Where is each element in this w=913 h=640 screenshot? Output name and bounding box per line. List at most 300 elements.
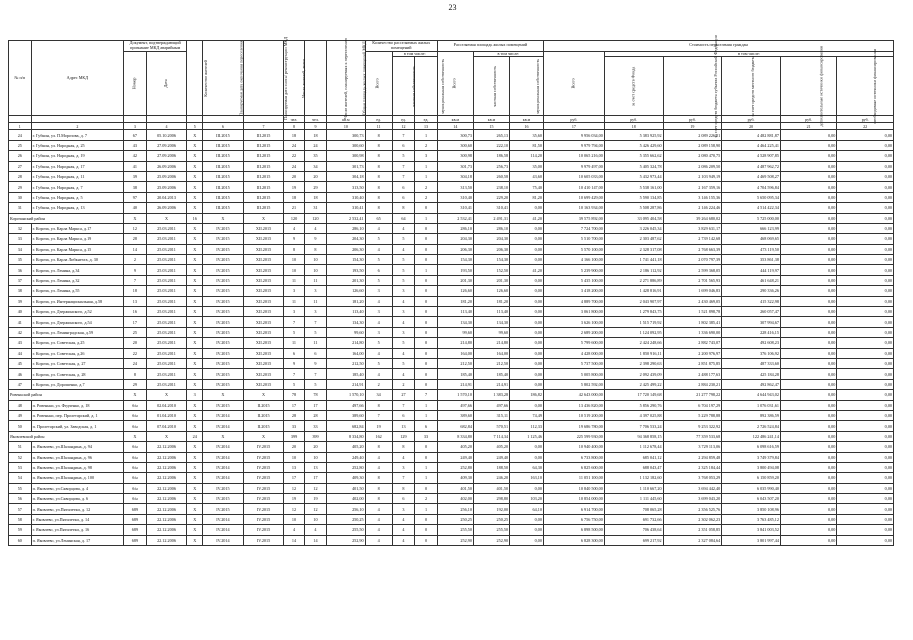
table-cell: 229,20 <box>473 192 509 202</box>
table-cell: 473 119,50 <box>722 244 781 254</box>
table-cell: XII.2015 <box>243 338 284 348</box>
table-cell: 7 <box>392 161 415 171</box>
table-cell: 22.12.2006 <box>146 473 187 483</box>
table-cell: 134,30 <box>327 317 365 327</box>
table-cell: 4 704 596,84 <box>722 182 781 192</box>
table-cell: 33 <box>284 421 304 431</box>
table-cell: Х <box>187 182 203 192</box>
table-cell: 64,10 <box>510 504 544 514</box>
table-cell: 20.04.2013 <box>146 192 187 202</box>
table-cell: IV.2015 <box>203 400 244 410</box>
table-row <box>9 255 894 265</box>
table-cell: 4 <box>365 514 392 524</box>
table-cell: 4 <box>304 525 327 535</box>
table-cell: 6 <box>392 494 415 504</box>
table-cell: 699 217,92 <box>604 535 663 545</box>
table-cell: 164,00 <box>327 348 365 358</box>
table-cell: 201,30 <box>473 275 509 285</box>
subtotal-cell: 0,00 <box>780 390 836 400</box>
table-cell: 0,00 <box>780 452 836 462</box>
table-cell: 468 069,65 <box>722 234 781 244</box>
table-cell: 0,00 <box>837 255 894 265</box>
table-cell: 0 <box>415 369 438 379</box>
table-cell: 304,18 <box>327 171 365 181</box>
table-cell: б/н <box>124 494 147 504</box>
table-cell: 25.03.2011 <box>146 307 187 317</box>
table-cell: 0,00 <box>837 379 894 389</box>
table-cell: 8 <box>365 140 392 150</box>
table-cell: 389,60 <box>437 410 473 420</box>
table-cell: III.2015 <box>243 171 284 181</box>
table-cell: 1 112 678,44 <box>604 442 663 452</box>
header-count-municipal: муниципальная собственность <box>415 57 438 116</box>
table-cell: 1 <box>415 265 438 275</box>
table-cell: 0,00 <box>780 255 836 265</box>
table-cell: III.2015 <box>203 171 244 181</box>
table-cell: 0,00 <box>510 244 544 254</box>
table-cell: 401,50 <box>327 483 365 493</box>
table-cell: 256,10 <box>437 504 473 514</box>
subtotal-cell: 120 <box>304 213 327 223</box>
table-cell: 188,50 <box>473 462 509 472</box>
table-cell: 38 <box>9 286 32 296</box>
address-cell: г. Губкин, ул. Народная, д. 7 <box>31 182 124 192</box>
table-cell: 252,80 <box>437 462 473 472</box>
table-cell: 10 <box>284 452 304 462</box>
table-cell: 4 514 422,34 <box>722 203 781 213</box>
table-cell: XII.2015 <box>243 265 284 275</box>
table-cell: 249,40 <box>437 452 473 462</box>
table-cell: 3 146 155,36 <box>663 192 722 202</box>
table-cell: 685 041,12 <box>604 452 663 462</box>
table-cell: 9 <box>284 234 304 244</box>
table-cell: 0,00 <box>510 327 544 337</box>
table-cell: XII.2015 <box>243 223 284 233</box>
table-cell: 0,00 <box>780 462 836 472</box>
table-cell: IV.2015 <box>243 494 284 504</box>
address-cell: г. Короча, ул. Интернациональная, д.58 <box>31 296 124 306</box>
table-cell: 5 <box>365 234 392 244</box>
table-cell: Х <box>187 348 203 358</box>
header-address: Адрес МКД <box>31 41 124 116</box>
subtotal-cell: 94 368 858,15 <box>604 431 663 441</box>
table-cell: 38 <box>124 182 147 192</box>
table-cell: 10 <box>304 255 327 265</box>
table-cell: 0,00 <box>510 525 544 535</box>
header-count-incl: в том числе: <box>392 51 437 57</box>
table-cell: 8 <box>365 442 392 452</box>
table-cell: 42 <box>9 327 32 337</box>
header-planned-resettle: Число жителей, планируемых к переселению <box>304 41 327 116</box>
table-cell: 2 488 177,63 <box>663 369 722 379</box>
table-cell: 1 <box>415 171 438 181</box>
table-cell: 3 <box>392 327 415 337</box>
address-cell: п. Пролетарский, ул. Заводская, д. 1 <box>31 421 124 431</box>
table-cell: 25.09.2006 <box>146 171 187 181</box>
table-cell: 17 <box>284 400 304 410</box>
table-cell: 28 <box>284 410 304 420</box>
table-cell: 313,50 <box>437 182 473 192</box>
table-cell: 7 <box>392 171 415 181</box>
table-cell: 3 <box>392 307 415 317</box>
table-cell: 9 <box>304 234 327 244</box>
table-cell: 29 <box>124 379 147 389</box>
subtotal-cell: 1 383,28 <box>473 390 509 400</box>
table-cell: III.2015 <box>203 203 244 213</box>
address-cell: г. Губкин, ул. Народная, д. 17 <box>31 161 124 171</box>
table-cell: 0,00 <box>780 296 836 306</box>
address-cell: г. Короча, ул. Ленинградская, д.59 <box>31 327 124 337</box>
table-cell: 6 <box>392 140 415 150</box>
table-cell: 103,20 <box>510 494 544 504</box>
table-cell: 29 <box>304 182 327 192</box>
table-cell: 4 166 100,00 <box>543 255 604 265</box>
table-cell: 3 <box>284 286 304 296</box>
table-cell: 300,60 <box>437 140 473 150</box>
table-cell: 12 <box>304 504 327 514</box>
table-cell: 5 <box>365 358 392 368</box>
subtotal-cell: 39 264 680,02 <box>663 213 722 223</box>
table-cell: 497,66 <box>327 400 365 410</box>
column-number-cell: 8 <box>284 123 304 130</box>
subtotal-cell: 24 <box>187 431 203 441</box>
table-cell: 1 111 445,60 <box>604 494 663 504</box>
table-cell: 300,98 <box>437 151 473 161</box>
table-cell: Х <box>187 161 203 171</box>
column-number-cell: 2 <box>31 123 124 130</box>
table-cell: 246,20 <box>473 473 509 483</box>
table-cell: 5 <box>392 358 415 368</box>
table-cell: 181,20 <box>327 296 365 306</box>
address-cell: г. Короча, ул. Дзержинского, д.52 <box>31 307 124 317</box>
table-cell: 0,00 <box>780 483 836 493</box>
subtotal-cell: 77 359 533,68 <box>663 431 722 441</box>
table-row <box>9 525 894 535</box>
table-cell: 0,00 <box>510 483 544 493</box>
table-cell: 0,00 <box>780 514 836 524</box>
table-cell: Х <box>187 327 203 337</box>
table-cell: 206,30 <box>327 244 365 254</box>
table-cell: 154,30 <box>437 255 473 265</box>
table-cell: 35,00 <box>510 161 544 171</box>
table-body <box>9 130 894 546</box>
subtotal-cell: 21 277 798,22 <box>663 390 722 400</box>
table-cell: 19 <box>365 421 392 431</box>
table-cell: 1 521 898,78 <box>663 307 722 317</box>
table-cell: 570,51 <box>473 421 509 431</box>
table-cell: 0,00 <box>837 400 894 410</box>
table-cell: 8 <box>365 483 392 493</box>
table-cell: 2 086 209,50 <box>663 161 722 171</box>
header-planned-demolition: Планируемая дата сноса/ реконструкции МКД <box>243 41 284 116</box>
header-cost-subject: за счет средств бюджета субъекта Российской Федерации <box>663 57 722 116</box>
table-cell: 54 <box>9 473 32 483</box>
table-cell: 0,00 <box>780 192 836 202</box>
header-cost-incl: в том числе: <box>604 51 893 57</box>
table-cell: 2 <box>124 255 147 265</box>
table-cell: 51 <box>9 442 32 452</box>
table-cell: 212,50 <box>437 358 473 368</box>
table-cell: 0 <box>415 275 438 285</box>
table-cell: 97 <box>124 192 147 202</box>
table-cell: 307 994,67 <box>722 317 781 327</box>
table-cell: 3 626 100,00 <box>543 317 604 327</box>
column-number-cell: 12 <box>392 123 415 130</box>
table-cell: 3 801 997,44 <box>722 535 781 545</box>
table-cell: 0,00 <box>837 234 894 244</box>
subtotal-cell: 122 486 241,14 <box>722 431 781 441</box>
table-cell: 0,00 <box>837 535 894 545</box>
table-cell: 2 398 290,63 <box>604 358 663 368</box>
subtotal-cell: 1 570,10 <box>437 390 473 400</box>
table-cell: 6 914 700,00 <box>543 504 604 514</box>
header-doc-number: Номер <box>124 51 147 116</box>
table-cell: 25.03.2011 <box>146 348 187 358</box>
table-cell: 286,10 <box>327 223 365 233</box>
table-cell: 252,90 <box>473 535 509 545</box>
table-cell: 37 <box>9 275 32 285</box>
header-cost-total: Всего <box>543 51 604 116</box>
table-cell: 0,00 <box>510 369 544 379</box>
table-row <box>9 307 894 317</box>
table-cell: 0,00 <box>510 514 544 524</box>
table-cell: 11 051 100,00 <box>543 473 604 483</box>
table-cell: 0,00 <box>837 296 894 306</box>
table-cell: 5 383 925,92 <box>604 130 663 140</box>
table-cell: 0,00 <box>780 130 836 140</box>
table-cell: 2 882 743,07 <box>663 338 722 348</box>
subtotal-cell: 0,00 <box>780 431 836 441</box>
table-cell: 0,00 <box>837 265 894 275</box>
table-cell: 9 <box>304 358 327 368</box>
table-cell: 8 <box>365 151 392 161</box>
table-cell: III.2015 <box>203 140 244 150</box>
table-cell: 0,00 <box>780 410 836 420</box>
table-cell: 1 850 916,11 <box>604 348 663 358</box>
table-cell: 13 <box>284 462 304 472</box>
table-cell: 35 <box>9 255 32 265</box>
table-cell: Х <box>187 452 203 462</box>
table-cell: 2 425 499,22 <box>604 379 663 389</box>
table-cell: 255,50 <box>437 525 473 535</box>
table-cell: 0,00 <box>510 317 544 327</box>
table-cell: 1 <box>415 462 438 472</box>
table-cell: 0,00 <box>510 275 544 285</box>
column-number-cell: 10 <box>327 123 365 130</box>
table-cell: 2 271 886,89 <box>604 275 663 285</box>
table-cell: Х <box>187 255 203 265</box>
table-cell: 290 336,26 <box>722 286 781 296</box>
table-cell: 4 482 881,87 <box>722 130 781 140</box>
address-cell: г. Короча, ул. Дорошенко, д.7 <box>31 379 124 389</box>
table-cell: 6 <box>392 182 415 192</box>
district-subtotal-row <box>9 213 894 223</box>
table-cell: 0,00 <box>510 255 544 265</box>
column-number-row <box>9 123 894 130</box>
column-number-cell: 5 <box>187 123 203 130</box>
subtotal-cell: 17 720 149,68 <box>604 390 663 400</box>
table-cell: 41,20 <box>510 265 544 275</box>
table-cell: 0,00 <box>780 234 836 244</box>
table-cell: 2 200 976,97 <box>663 348 722 358</box>
header-area-group: Расселяемая площадь жилых помещений <box>437 41 543 52</box>
table-cell: 3 694 442,40 <box>663 483 722 493</box>
table-cell: 0,00 <box>837 421 894 431</box>
header-area-sum: Всего <box>437 51 473 116</box>
table-cell: III.2015 <box>243 151 284 161</box>
table-cell: 33 <box>304 421 327 431</box>
table-cell: 0,00 <box>780 348 836 358</box>
table-cell: 01.04.2010 <box>146 410 187 420</box>
address-cell: г. Короча, ул. Карла Маркса, д.19 <box>31 234 124 244</box>
address-cell: г. Яковлево, ул.Пятилетки, д. 16 <box>31 525 124 535</box>
table-cell: 256,73 <box>473 161 509 171</box>
table-cell: 214,80 <box>327 338 365 348</box>
table-cell: 1 515 719,92 <box>604 317 663 327</box>
table-cell: 252,90 <box>327 535 365 545</box>
table-cell: 4 889 700,00 <box>543 296 604 306</box>
table-cell: 112,33 <box>510 421 544 431</box>
table-cell: Х <box>187 296 203 306</box>
table-cell: III.2015 <box>203 151 244 161</box>
table-cell: 214,80 <box>473 338 509 348</box>
table-cell: IV.2015 <box>203 223 244 233</box>
table-cell: 255,50 <box>473 525 509 535</box>
table-cell: 214,80 <box>437 338 473 348</box>
table-cell: 43 <box>9 338 32 348</box>
column-number-cell: 13 <box>415 123 438 130</box>
table-cell: 25 <box>9 140 32 150</box>
table-cell: 5 239 900,00 <box>543 265 604 275</box>
address-cell: п. Ровеньки, ул. Федченко, д. 18 <box>31 400 124 410</box>
district-name: Ровеньской район <box>9 390 124 400</box>
table-cell: 0,00 <box>780 442 836 452</box>
table-cell: 39 <box>9 296 32 306</box>
table-cell: 4 <box>365 525 392 535</box>
table-cell: IV.2015 <box>203 244 244 254</box>
table-cell: 689 <box>124 535 147 545</box>
subtotal-cell: 120 <box>284 213 304 223</box>
subtotal-cell: 4 644 943,02 <box>722 390 781 400</box>
subtotal-cell: Х <box>203 390 244 400</box>
table-cell: 60 <box>9 535 32 545</box>
table-cell: 6 035 990,40 <box>722 483 781 493</box>
table-cell: 74,49 <box>510 410 544 420</box>
table-cell: 22.12.2006 <box>146 535 187 545</box>
table-cell: Х <box>187 525 203 535</box>
table-cell: 0,00 <box>780 494 836 504</box>
header-area-municipal: муниципальная собственность <box>510 57 544 116</box>
subtotal-cell: Х <box>146 213 187 223</box>
table-cell: 81,50 <box>510 140 544 150</box>
table-cell: 31 <box>9 203 32 213</box>
table-cell: 2 325 184,44 <box>663 462 722 472</box>
table-cell: 2 327 084,64 <box>663 535 722 545</box>
table-cell: 24 <box>284 161 304 171</box>
table-cell: 5 <box>304 379 327 389</box>
table-cell: 22.12.2006 <box>146 483 187 493</box>
table-cell: 689 <box>124 525 147 535</box>
address-cell: п. Яковлево, ул.Пятилетки, д. 12 <box>31 504 124 514</box>
table-cell: 2 351 058,85 <box>663 525 722 535</box>
subtotal-cell: 399 <box>284 431 304 441</box>
table-cell: 4 <box>392 369 415 379</box>
header-count-private: частная собственность <box>392 57 415 116</box>
table-cell: 12 <box>284 483 304 493</box>
table-cell: 192,00 <box>473 504 509 514</box>
subtotal-cell: Х <box>203 213 244 223</box>
table-cell: IV.2015 <box>243 473 284 483</box>
table-cell: 401,50 <box>437 483 473 493</box>
table-cell: 255,50 <box>327 525 365 535</box>
table-cell: 0,00 <box>780 140 836 150</box>
table-cell: 682,84 <box>327 421 365 431</box>
table-cell: 75,40 <box>510 182 544 192</box>
header-count-total: Всего <box>365 51 392 116</box>
table-cell: 389,60 <box>327 410 365 420</box>
table-row <box>9 504 894 514</box>
table-cell: 3 418 200,00 <box>543 286 604 296</box>
units-row: чел. чел. кв.м ед. ед. ед. кв.м кв.м кв.м руб. руб. руб. руб. руб. руб. <box>9 116 894 123</box>
table-cell: 18 <box>284 192 304 202</box>
table-cell: б/н <box>124 483 147 493</box>
table-cell: 0,00 <box>837 462 894 472</box>
table-cell: 689 <box>124 514 147 524</box>
table-cell: 4 <box>392 296 415 306</box>
table-cell: 13 <box>124 296 147 306</box>
subtotal-cell: 129 <box>392 431 415 441</box>
table-cell: 0,00 <box>510 442 544 452</box>
table-cell: 0,00 <box>837 151 894 161</box>
table-cell: IV.2015 <box>243 483 284 493</box>
table-cell: 310,41 <box>473 203 509 213</box>
table-cell: 0 <box>415 514 438 524</box>
table-cell: 706 438,64 <box>604 525 663 535</box>
column-number-cell: 6 <box>203 123 244 130</box>
table-cell: IV.2014 <box>203 452 244 462</box>
table-cell: 5 650 095,34 <box>722 192 781 202</box>
table-cell: 402,00 <box>437 494 473 504</box>
address-cell: г. Короча, ул. Дзержинского, д.54 <box>31 317 124 327</box>
header-area-private: частная собственность <box>473 57 509 116</box>
table-cell: Х <box>187 275 203 285</box>
column-number-cell: 19 <box>663 123 722 130</box>
table-cell: 0,00 <box>780 317 836 327</box>
subtotal-cell: 41,20 <box>510 213 544 223</box>
table-cell: 0,00 <box>837 223 894 233</box>
table-cell: 4 <box>392 223 415 233</box>
table-cell: XII.2015 <box>243 358 284 368</box>
table-cell: 206,30 <box>473 244 509 254</box>
table-cell: 25.03.2011 <box>146 317 187 327</box>
table-cell: 265,13 <box>473 130 509 140</box>
table-cell: 10 <box>284 514 304 524</box>
table-row <box>9 151 894 161</box>
table-cell: 154,30 <box>473 255 509 265</box>
table-cell: 16 <box>124 307 147 317</box>
table-cell: 5 <box>284 327 304 337</box>
table-cell: 31 <box>304 203 327 213</box>
table-cell: 152,50 <box>473 265 509 275</box>
table-cell: 2 689 200,00 <box>543 327 604 337</box>
table-cell: 0,00 <box>837 307 894 317</box>
header-count-group: Количество расселяемых жилых помещений <box>365 41 437 52</box>
address-cell: г. Короча, ул. Советская, д. 28 <box>31 369 124 379</box>
table-cell: 6 150 859,20 <box>722 473 781 483</box>
table-cell: IV.2014 <box>203 535 244 545</box>
table-cell: 25.03.2011 <box>146 286 187 296</box>
table-cell: 0,00 <box>837 171 894 181</box>
